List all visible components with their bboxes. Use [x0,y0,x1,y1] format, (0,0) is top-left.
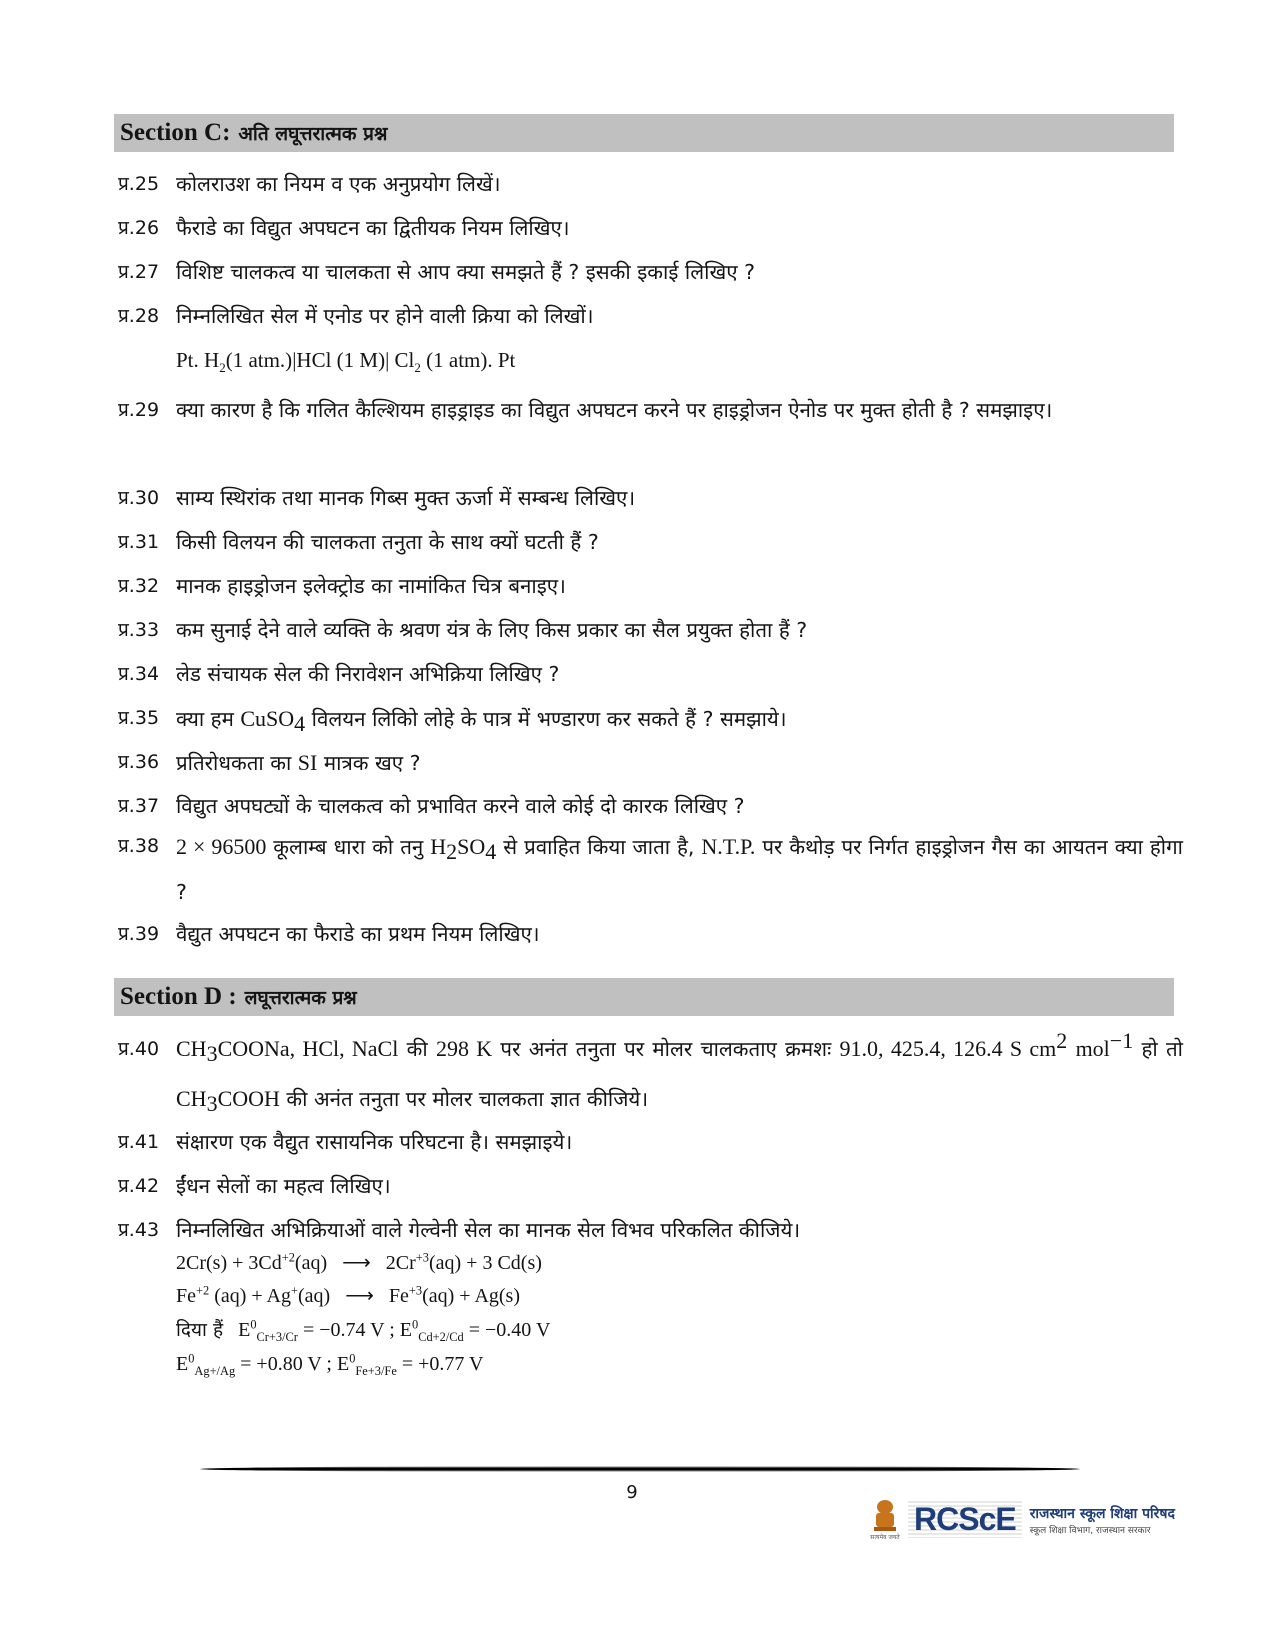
question-32 [118,564,1183,609]
question-text: निम्नलिखित अभिक्रियाओं वाले गेल्वेनी सेल का मानक सेल विभव परिकलित कीजिये। [176,1218,801,1242]
question-text: लेड संचायक सेल की निरावेशन अभिक्रिया लिखिए ? [176,662,560,686]
section-c-header [114,114,1174,152]
given-values-2: $E^0_{Ag+/Ag} = +0.80$ V ; $E^0_{Fe+3/Fe} = +0.77$ V [176,1351,484,1378]
question-text: विशिष्ट चालकत्व या चालकता से आप क्या समझते हैं ? इसकी इकाई लिखिए ? [176,260,755,284]
given-label: दिया हैं [176,1319,224,1341]
question-text: निम्नलिखित सेल में एनोड पर होने वाली क्रिया को लिखों। [176,304,594,328]
question-text: 2 × 96500 कूलाम्ब धारा को तनु $H_2SO_4$ से प्रवाहित किया जाता है, N.T.P. पर कैथोड़ पर निर्गत हाइड्रोजन गैस का आयतन क्या होगा ? [176,834,1183,904]
question-40 [118,1024,1183,1124]
arrow-icon: ⟶ [342,1252,371,1274]
question-37 [118,784,1183,829]
cell-notation: Pt. $H_2(1$ atm.)|HCl (1 M)| $Cl_2$ (1 atm). Pt [176,348,516,376]
question-26 [118,206,1183,251]
question-25 [118,162,1183,207]
question-text: ईंधन सेलों का महत्व लिखिए। [176,1174,391,1198]
question-43 [118,1208,1183,1253]
question-number: प्र.40 [118,1038,160,1060]
rcsce-logo [870,1492,1220,1547]
question-31 [118,520,1183,565]
org-subtitle: स्कूल शिक्षा विभाग, राजस्थान सरकार [1029,1525,1151,1536]
question-text: क्या हम CuSO$_4$ विलयन लिकिो लोहे के पात्र में भण्डारण कर सकते हैं ? समझाये। [176,706,787,737]
question-number: प्र.27 [118,261,160,283]
question-28 [118,294,1183,339]
reaction-1: $2Cr(s) + 3Cd^{+2}(aq)$ ⟶ $2Cr^{+3}(aq) + 3$ Cd(s) [176,1250,542,1274]
logo-mark: RCScE [908,1501,1022,1538]
question-text: संक्षारण एक वैद्युत रासायनिक परिघटना है। समझाइये। [176,1130,573,1154]
question-number: प्र.32 [118,575,160,597]
question-30 [118,476,1183,521]
given-values-1: दिया हैं $E^0_{Cr+3/Cr} = -0.74$ V ; $E^0_{Cd+2/Cd} = -0.40$ V [176,1317,551,1344]
question-text: विद्युत अपघट्यों के चालकत्व को प्रभावित करने वाले कोई दो कारक लिखिए ? [176,794,745,818]
question-number: प्र.31 [118,531,160,553]
question-number: प्र.35 [118,707,160,729]
logo-text [1030,1504,1175,1536]
question-number: प्र.33 [118,619,160,641]
question-number: प्र.26 [118,217,160,239]
question-36 [118,740,1183,786]
section-d-title: लघूत्तरात्मक प्रश्न [244,987,357,1009]
question-number: प्र.28 [118,305,160,327]
question-number: प्र.41 [118,1131,160,1153]
question-number: प्र.39 [118,923,160,945]
reaction-2: $Fe^{+2}$ (aq) + Ag+(aq) ⟶ $Fe^{+3}(aq) + Ag(s)$ [176,1283,520,1307]
question-text: मानक हाइड्रोजन इलेक्ट्रोड का नामांकित चित्र बनाइए। [176,574,566,598]
page-number: 9 [626,1482,638,1503]
question-text: प्रतिरोधकता का SI मात्रक खए ? [176,750,421,775]
question-number: प्र.34 [118,663,160,685]
question-35 [118,696,1183,742]
question-number: प्र.36 [118,751,160,773]
question-text: किसी विलयन की चालकता तनुता के साथ क्यों घटती हैं ? [176,530,599,554]
question-number: प्र.29 [118,399,160,421]
footer-rule [200,1466,1080,1472]
question-number: प्र.30 [118,487,160,509]
question-text: $CH_3COONa$, HCl, NaCl की 298 K पर अनंत तनुता पर मोलर चालकताए क्रमशः 91.0, 425.4, 126.4 S $cm^2$ mol$^{-1}$ हो तो $CH_3COOH$ की अनंत तनुता पर मोलर चालकता ज्ञात कीजिये। [176,1028,1183,1117]
question-number: प्र.43 [118,1219,160,1241]
org-name: राजस्थान स्कूल शिक्षा परिषद [1029,1505,1175,1522]
question-27 [118,250,1183,295]
question-text: वैद्युत अपघटन का फैराडे का प्रथम नियम लिखिए। [176,922,540,946]
question-38 [118,824,1183,915]
section-c-label: Section C: [120,119,231,146]
question-text: साम्य स्थिरांक तथा मानक गिब्स मुक्त ऊर्जा में सम्बन्ध लिखिए। [176,486,636,510]
question-34 [118,652,1183,697]
question-text: कम सुनाई देने वाले व्यक्ति के श्रवण यंत्र के लिए किस प्रकार का सैल प्रयुक्त होता हैं ? [176,618,808,642]
question-text: कोलराउश का नियम व एक अनुप्रयोग लिखें। [176,172,501,196]
section-c-title: अति लघूत्तरात्मक प्रश्न [238,123,388,145]
section-d-header [114,978,1174,1016]
arrow-icon: ⟶ [345,1285,374,1307]
question-41 [118,1120,1183,1165]
emblem-icon [870,1498,900,1542]
question-33 [118,608,1183,653]
question-29 [118,388,1183,433]
question-text: क्या कारण है कि गलित कैल्शियम हाइड्राइड का विद्युत अपघटन करने पर हाइड्रोजन ऐनोड पर मुक्त होती है ? समझाइए। [176,398,1053,422]
svg-text:सत्यमेव जयते: सत्यमेव जयते [870,1533,900,1541]
question-number: प्र.42 [118,1175,160,1197]
question-39 [118,912,1183,957]
question-42 [118,1164,1183,1209]
section-d-label: Section D : [120,983,237,1010]
question-number: प्र.25 [118,173,160,195]
question-number: प्र.38 [118,835,160,857]
question-text: फैराडे का विद्युत अपघटन का द्वितीयक नियम लिखिए। [176,216,570,240]
question-number: प्र.37 [118,795,160,817]
